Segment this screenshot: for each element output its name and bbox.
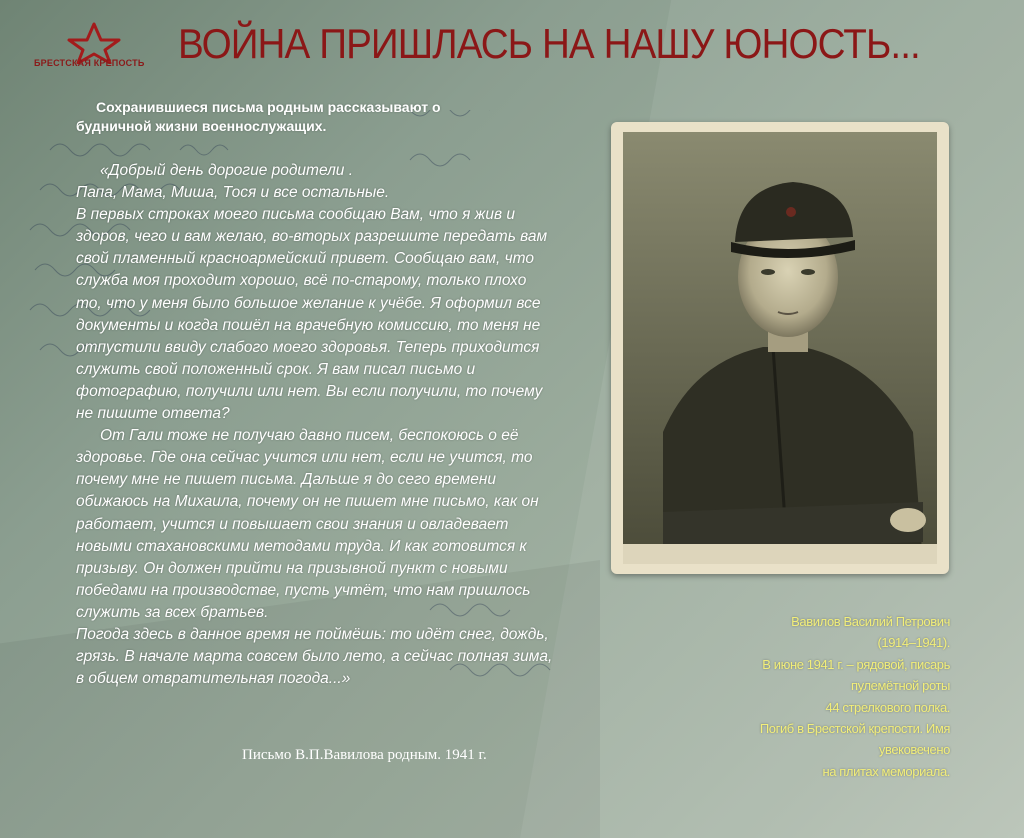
brest-fortress-logo [34, 22, 154, 82]
letter-caption: Письмо В.П.Вавилова родным. 1941 г. [242, 747, 487, 763]
letter-text [76, 160, 556, 690]
bio-line: В июне 1941 г. – рядовой, писарь [762, 656, 950, 672]
bio-line: пулемётной роты [851, 678, 950, 694]
letter-paragraph: От Гали тоже не получаю давно писем, беспокоюсь о её здоровье. Где она сейчас учится или нет, если не учится, то почему мне не пишет письма. Дальше я до сего времени обижаюсь на Михаила, почему он не пишет мне письмо, как он работает, учится и повышает свои знания и овладевает новыми стахановскими методами труда. И как готовится к призыву. Он должен прийти на призывной пункт с новыми победами на производстве, пусть учтёт, что нам пришлось служить за всех братьев. [76, 427, 539, 621]
portrait-frame [611, 122, 949, 574]
letter-paragraph: Погода здесь в данное время не поймёшь: то идёт снег, дождь, грязь. В начале марта совсем было лето, а сейчас полная зима, в общем отвратительная погода...» [76, 625, 553, 688]
bio-line: увековечено [878, 742, 950, 758]
soldier-portrait-image [623, 132, 937, 564]
logo-text: БРЕСТСКАЯ КРЕПОСТЬ [34, 58, 145, 68]
bio-line: (1914–1941). [877, 635, 950, 651]
letter-paragraph: Папа, Мама, Миша, Тося и все остальные. [76, 184, 390, 202]
page-title: ВОЙНА ПРИШЛАСЬ НА НАШУ ЮНОСТЬ... [178, 20, 920, 67]
intro-text: Сохранившиеся письма родным рассказывают о будничной жизни военнослужащих. [76, 99, 441, 134]
bio-line: Вавилов Василий Петрович [791, 614, 950, 629]
bio-line: 44 стрелкового полка. [825, 699, 950, 715]
bio-line: Погиб в Брестской крепости. Имя [759, 721, 950, 737]
bio-line: на плитах мемориала. [822, 763, 950, 779]
letter-paragraph: В первых строках моего письма сообщаю Вам, что я жив и здоров, чего и вам желаю, во-вторых разрешите передать вам свой пламенный красноармейский привет. Сообщаю вам, что служба моя проходит хорошо, всё по-старому, только плохо то, что у меня было большое желание к учёбе. Я оформил все документы и когда пошёл на врачебную комиссию, то меня не отпустили ввиду слабого моего здоровья. Теперь приходится служить свой положенный срок. Я вам писал письмо и фотографию, получили или нет. Вы если получили, то почему не пишите ответа? [76, 206, 548, 423]
portrait-photo [623, 132, 937, 564]
biography [700, 611, 950, 782]
letter-paragraph: «Добрый день дорогие родители . [100, 162, 354, 179]
